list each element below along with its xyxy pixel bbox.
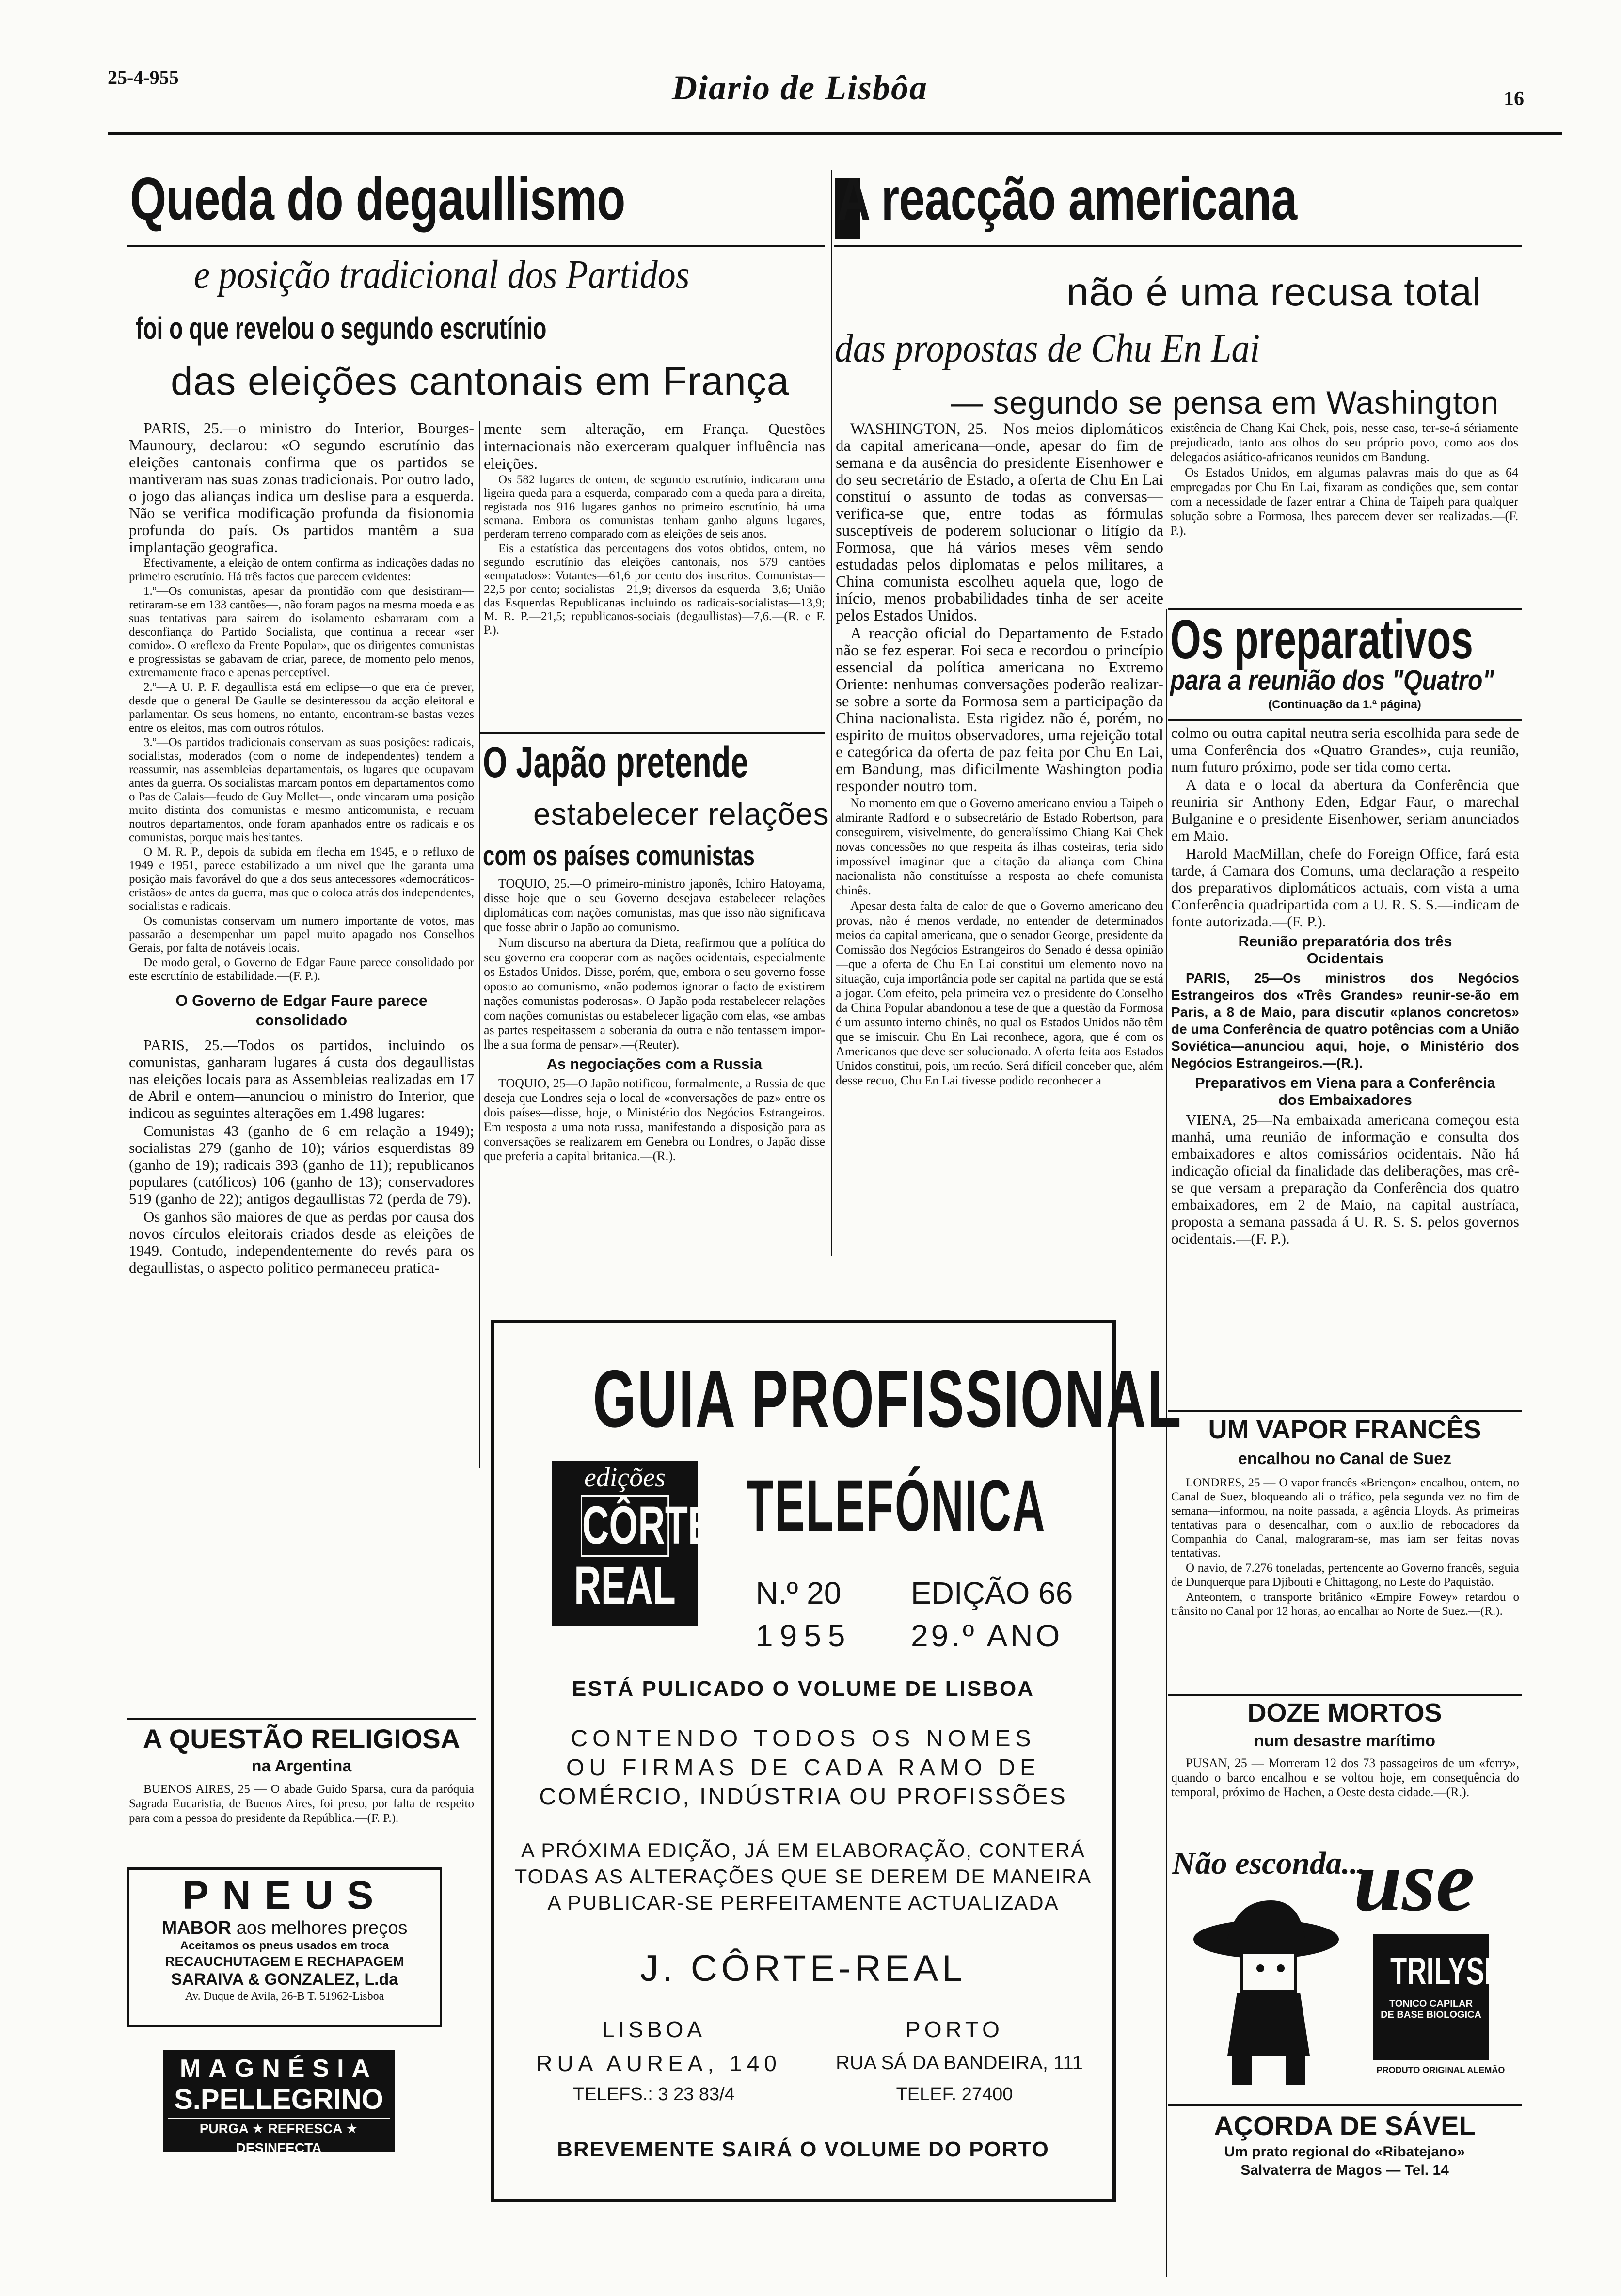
- logo-script: edições: [584, 1463, 666, 1493]
- article-paragraph: Harold MacMillan, chefe do Foreign Office, fará esta tarde, á Camara dos Comuns, uma declaração a respeito dos preparativos diplomáticos actuais, com vista a uma Conferência quadripartida com a U. R. S. S.—indicam de fonte autorizada.—(F. P.).: [1171, 845, 1519, 930]
- religiosa-text: [129, 1782, 474, 1850]
- continuation-note: (Continuação da 1.ª página): [1268, 698, 1421, 711]
- guia-lisboa-address: RUA AUREA, 140: [536, 2051, 781, 2076]
- magnesia-ad: [163, 2050, 395, 2155]
- guia-contendo: OU FIRMAS DE CADA RAMO DE: [566, 1755, 1041, 1781]
- pneus-line: [129, 1917, 440, 1939]
- article-paragraph: O navio, de 7.276 toneladas, pertencente ao Governo francês, seguia de Dunquerque para Djibouti e Chittagong, no Leste do Paquistão.: [1171, 1562, 1519, 1589]
- article-paragraph: VIENA, 25—Na embaixada americana começou esta manhã, uma reunião de informação e consulta dos embaixadores e altos comissários ocidentais. Não há indicação oficial da finalidade das deliberações, mas crê-se que versam a preparação da Conferência dos quatro embaixadores, em 2 de Maio, na capital austríaca, proposta a semana passada á U. R. S. S. pelos governos ocidentais.—(F. P.).: [1171, 1111, 1519, 1247]
- section-rule: [1168, 719, 1522, 721]
- article-paragraph: Efectivamente, a eleição de ontem confirma as indicações dadas no primeiro escrutínio. Há três factos que parecem evidentes:: [129, 557, 474, 583]
- guia-title: GUIA PROFISSIONAL: [593, 1353, 1183, 1444]
- religiosa-subhead: na Argentina: [251, 1757, 352, 1775]
- japao-text: [484, 877, 825, 1260]
- savel-title: AÇORDA DE SÁVEL: [1214, 2110, 1476, 2141]
- headline-rule: [834, 245, 1522, 247]
- article-paragraph: BUENOS AIRES, 25 — O abade Guido Sparsa, cura da paróquia Sagrada Eucaristia, de Buenos Aires, foi preso, por falta de respeito para com a pessoa do presidente da República.—(F. P.).: [129, 1783, 474, 1825]
- vapor-headline: UM VAPOR FRANCÊS: [1208, 1415, 1481, 1444]
- magnesia-line: PURGA ★ REFRESCA ★ DESINFECTA: [168, 2118, 390, 2158]
- trilysin-tagline: DE BASE BIOLOGICA: [1381, 2009, 1481, 2020]
- article-paragraph: 2.º—A U. P. F. degaullista está em eclipse—o que era de prever, desde que o general De Gaulle se desinteressou da acção eleitoral e parlamentar. Os seus homens, no entanto, encontram-se bastas vezes entre os eleitos, mas com outros rótulos.: [129, 681, 474, 734]
- pneus-title: PNEUS: [182, 1873, 387, 1917]
- section-rule: [1168, 1694, 1522, 1696]
- article-paragraph: Comunistas 43 (ganho de 6 em relação a 1949); socialistas 279 (ganho de 10); vários esquerdistas 89 (ganho de 19); radicais 393 (ganho de 11); republicanos populares (católicos) 106 (ganho de 13); conservadores 519 (ganho de 22); antigos degaullistas 72 (perda de 79).: [129, 1122, 474, 1207]
- mortos-text: [1171, 1756, 1519, 1829]
- masthead-rule: [108, 132, 1562, 135]
- reaccao-subhead-italic: das propostas de Chu En Lai: [835, 326, 1260, 371]
- article-paragraph: PUSAN, 25 — Morreram 12 dos 73 passageiros de um «ferry», quando o barco encalhou e se voltou hoje, em consequência do temporal, próximo de Hachen, a Oeste desta cidade.—(R.).: [1171, 1756, 1519, 1799]
- vapor-subhead: encalhou no Canal de Suez: [1238, 1450, 1452, 1468]
- preparativos-text: [1171, 724, 1519, 1406]
- guia-proxima: A PRÓXIMA EDIÇÃO, JÁ EM ELABORAÇÃO, CONTERÁ: [521, 1839, 1086, 1862]
- degaullismo-headline: Queda do degaullismo: [130, 166, 625, 233]
- article-paragraph: WASHINGTON, 25.—Nos meios diplomáticos da capital americana—onde, apesar do fim de semana e da ausência do presidente Eisenhower e do seu secretário de Estado, a oferta de Chu En Lai constituí o assunto de todas as conversas—verifica-se que, entre todas as fórmulas susceptíveis de poderem solucionar o litígio da Formosa, que há vários meses vêm sendo estudadas pelos diplomatas e pelos militares, a China comunista escolheu aquela que, logo de início, menos probabilidades tinha de ser aceite pelos Estados Unidos.: [836, 421, 1163, 624]
- religiosa-headline: A QUESTÃO RELIGIOSA: [143, 1723, 461, 1754]
- article-paragraph: A data e o local da abertura da Conferência que reuniria sir Anthony Eden, Edgar Faur, o marechal Bulganine e o presidente Eisenhower, seriam anunciados em Maio.: [1171, 776, 1519, 844]
- article-paragraph: Os 582 lugares de ontem, de segundo escrutínio, indicaram uma ligeira queda para a esquerda, comparado com a queda para a direita, registada nos 916 lugares ganhos no primeiro escrutínio, há uma semana. Embora os comunistas tenham ganho alguns lugares, perderam terreno comparado com as eleições de seis anos.: [484, 473, 825, 541]
- pneus-line: SARAIVA & GONZALEZ, L.da: [171, 1970, 398, 1989]
- section-rule: [127, 1718, 476, 1720]
- trilysin-tagline: TONICO CAPILAR: [1389, 1998, 1473, 2009]
- article-paragraph: Anteontem, o transporte britânico «Empire Fowey» retardou o trânsito no Canal por 12 horas, ao encalhar ao Norte de Suez.—(R.).: [1171, 1591, 1519, 1618]
- article-paragraph: No momento em que o Governo americano enviou a Taipeh o almirante Radford e o subsecretário de Estado Robertson, para conseguirem, visivelmente, do generalíssimo Chiang Kai Chek novas concessões no que respeita ás ilhas costeiras, teria sido impossível imaginar que a citação da aliança com China nacionalista não constituísse a resposta ao chefe comunista chinês.: [836, 796, 1163, 897]
- article-paragraph: PARIS, 25—Os ministros dos Negócios Estrangeiros dos «Três Grandes» reunir-se-ão em Paris, a 8 de Maio, para discutir «planos concretos» de uma Conferência de quatro potências com a União Soviética—anunciou aqui, hoje, o Ministério dos Negócios Estrangeiros.—(R.).: [1171, 971, 1519, 1070]
- reaccao-column-2: [1170, 421, 1518, 605]
- article-paragraph: De modo geral, o Governo de Edgar Faure parece consolidado por este escrutínio de estabilidade.—(F. P.).: [129, 956, 474, 983]
- corte-real-logo: [552, 1461, 713, 1626]
- magnesia-line: MAGNÉSIA: [179, 2055, 378, 2083]
- vapor-text: [1171, 1476, 1519, 1690]
- pneus-ad: [127, 1867, 442, 2027]
- article-paragraph: existência de Chang Kai Chek, pois, nesse caso, ter-se-á sériamente prejudicado, tanto aos olhos do seu próprio povo, como aos dos delegados asiático-africanos reunidos em Bandung.: [1170, 421, 1518, 464]
- section-rule: [1168, 2104, 1522, 2106]
- article-paragraph: LONDRES, 25 — O vapor francês «Briençon» encalhou, ontem, no Canal de Suez, bloqueando ali o tráfico, pela segunda vez no fim de semana—informou, na noite passada, a agência Lloyds. As primeiras tentativas para o desencalhar, com o auxilio de rebocadores da Companhia do Canal, malograram-se, mas iam ser feitas novas tentativas.: [1171, 1476, 1519, 1560]
- article-paragraph: PARIS, 25.—Todos os partidos, incluindo os comunistas, ganharam lugares á custa dos degaullistas nas eleições locais para as Assembleias realizadas em 17 de Abril e ontem—anunciou o ministro do Interior, que indicou as seguintes alterações em 1.498 lugares:: [129, 1036, 474, 1121]
- page-number: 16: [1504, 88, 1524, 110]
- headline-rule: [127, 245, 825, 247]
- japao-subhead: estabelecer relações: [533, 797, 829, 831]
- logo-text: REAL: [574, 1556, 676, 1615]
- logo-text: CÔRTE: [581, 1495, 669, 1557]
- guia-porto: PORTO: [906, 2017, 1003, 2042]
- hat-figure-illustration: [1189, 1896, 1349, 2089]
- trilysin-script: Não esconda...: [1172, 1846, 1366, 1881]
- preparativos-headline: Os preparativos: [1170, 609, 1473, 670]
- guia-proxima: A PUBLICAR-SE PERFEITAMENTE ACTUALIZADA: [547, 1891, 1059, 1914]
- preparativos-subhead: para a reunião dos "Quatro": [1170, 665, 1494, 696]
- russia-subhead: As negociações com a Russia: [546, 1055, 763, 1072]
- guia-contendo: CONTENDO TODOS OS NOMES: [571, 1726, 1036, 1752]
- article-paragraph: A reacção oficial do Departamento de Estado não se fez esperar. Foi seca e recordou o princípio essencial da política americana no Extremo Oriente: nenhumas conversações poderão realizar-se sobre a sorte da Formosa sem a participação da China nacionalista. Esta rigidez não é, porém, no espirito de muitos observadores, uma rejeição total e categórica da oferta de paz feita por Chu En Lai, em Bandung, mas dificilmente Washington podia responder noutro tom.: [836, 625, 1163, 795]
- article-paragraph: PARIS, 25.—o ministro do Interior, Bourges-Maunoury, declarou: «O segundo escrutínio das eleições cantonais confirma que os partidos se mantiveram nas suas zonas tradicionais. Por outro lado, o jogo das alianças indica um deslise para a esquerda. Não se verifica modificação profunda da fisionomia profunda do país. Os partidos mantêm a sua implantação geografica.: [129, 420, 474, 556]
- guia-edicao: EDIÇÃO 66: [911, 1576, 1073, 1610]
- section-rule: [480, 732, 825, 734]
- savel-line: Salvaterra de Magos — Tel. 14: [1240, 2162, 1449, 2178]
- article-paragraph: colmo ou outra capital neutra seria escolhida para sede de uma Conferência dos «Quatro Grandes», cuja reunião, num futuro próximo, pode ser tida como certa.: [1171, 724, 1519, 775]
- article-paragraph: TOQUIO, 25.—O primeiro-ministro japonês, Ichiro Hatoyama, disse hoje que o seu Governo desejava estabelecer relações diplomáticas com nações comunistas, mas que isso não significava que fosse abrir o Japão ao comunismo.: [484, 877, 825, 934]
- pneus-line: Aceitamos os pneus usados em troca: [180, 1939, 389, 1952]
- degaullismo-subhead-thin: das eleições cantonais em França: [171, 359, 790, 403]
- guia-empresa: J. CÔRTE-REAL: [640, 1948, 967, 1989]
- trilysin-origin: PRODUTO ORIGINAL ALEMÃO: [1376, 2065, 1505, 2075]
- column-rule: [479, 421, 480, 1468]
- article-paragraph: Eis a estatística das percentagens dos votos obtidos, ontem, no segundo escrutínio das eleições cantonais, nos 579 cantões «empatados»: Votantes—61,6 por cento dos inscritos. Comunistas—22,5 por cento; socialistas—21,9; diversos da esquerda—3,6; União das Esquerdas Republicanas incluindo os radicais-socialistas—13,9; M. R. P.—21,5; republicanos-sociais (degaullistas)—7,6.—(R. e F. P.).: [484, 542, 825, 637]
- preparativos-subsection-heading: Preparativos em Viena para a Conferência dos Embaixadores: [1195, 1074, 1495, 1108]
- japao-headline: O Japão pretende: [483, 738, 748, 787]
- magnesia-line: S.PELLEGRINO: [174, 2084, 383, 2115]
- trilysin-use: use: [1353, 1833, 1475, 1929]
- reaccao-subhead: não é uma recusa total: [1066, 270, 1482, 314]
- column-rule: [831, 170, 832, 1256]
- article-paragraph: Os ganhos são maiores de que as perdas por causa dos novos círculos eleitorais criados desde as eleições de 1949. Contudo, independentemente do revés para os degaullistas, o aspecto politico permaneceu pratica-: [129, 1208, 474, 1276]
- article-paragraph: Apesar desta falta de calor de que o Governo americano deu provas, não é menos verdade, no entender de determinados meios da capital americana, que o senador George, presidente da Comissão dos Negócios Estrangeiros do Senado é dessa opinião—que a oferta de Chu En Lai constitui um elemento novo na situação, cuja importância pode ser capital na partida que se está a jogar. Com efeito, pela primeira vez o presidente do Conselho da China Popular abandonou a tese de que a questão da Formosa é um assunto interno chinês, no qual os Estados Unidos não têm que se imiscuir. Chu En Lai reconhece, agora, que é com os Americanos que deve ser solucionado. A oferta feita aos Estados Unidos constitui, pois, um recúo. Será difícil conceber que, além desse recuo, Chu En Lai tivesse podido reconhecer a: [836, 899, 1163, 1087]
- article-paragraph: mente sem alteração, em França. Questões internacionais não exerceram qualquer influência nas eleições.: [484, 420, 825, 472]
- article-paragraph: Os comunistas conservam um numero importante de votos, mas passarão a desempenhar um papel muito apagado nos Conselhos Gerais, por falta de notáveis locais.: [129, 914, 474, 955]
- article-paragraph: 1.º—Os comunistas, apesar da prontidão com que desistiram—retiraram-se em 133 cantões—, não foram pagos na mesma moeda e as suas tentativas para sairem do isolamento esbarraram com a desconfiança do Partido Socialista, que continua a recear «ser comido». O «reflexo da Frente Popular», que os dirigentes comunistas e progressistas se gabavam de criar, parece, de momento pelo menos, extremamente fraco e apenas perceptível.: [129, 585, 474, 679]
- guia-ano-num: 1955: [756, 1618, 852, 1653]
- guia-porto-address: RUA SÁ DA BANDEIRA, 111: [836, 2052, 1083, 2073]
- pneus-line: Av. Duque de Avila, 26-B T. 51962-Lisboa: [185, 1990, 384, 2003]
- guia-ano: 29.º ANO: [911, 1618, 1063, 1653]
- trilysin-brand: TRILYSIN: [1390, 1949, 1511, 1993]
- trilysin-ad: [1169, 1833, 1521, 2099]
- guia-ad: [491, 1320, 1183, 2202]
- edition-date: 25-4-955: [108, 66, 179, 88]
- japao-subhead-bold: com os países comunistas: [483, 840, 755, 872]
- savel-line: Um prato regional do «Ribatejano»: [1224, 2144, 1465, 2160]
- article-paragraph: 3.º—Os partidos tradicionais conservam as suas posições: radicais, socialistas, moderados (com o nome de independentes) tendem a reassumir, nas assembleias departamentais, os lugares que ocupavam antes da guerra. Os socialistas marcam pontos em departamentos como o Pas de Calais—feudo de Guy Mollet—, onde vincaram uma posição muito distinta dos comunistas e mesmo anticomunista, e recuam noutros departamentos, onde foram apanhados entre os radicais e os comunistas, porque mais hesitantes.: [129, 736, 474, 844]
- pneus-tagline: aos melhores preços: [236, 1918, 408, 1938]
- guia-porto-phone: TELEF. 27400: [896, 2084, 1013, 2105]
- guia-lisboa-phone: TELEFS.: 3 23 83/4: [573, 2084, 735, 2105]
- guia-proxima: TODAS AS ALTERAÇÕES QUE SE DEREM DE MANEIRA: [514, 1865, 1092, 1888]
- section-rule: [1168, 1410, 1522, 1412]
- guia-title-2: TELEFÓNICA: [746, 1465, 1046, 1546]
- degaullismo-subhead: e posição tradicional dos Partidos: [194, 252, 690, 297]
- pneus-line: RECAUCHUTAGEM E RECHAPAGEM: [165, 1954, 404, 1969]
- pneus-brand: MABOR: [161, 1918, 232, 1938]
- degaullismo-subhead-bold: foi o que revelou o segundo escrutínio: [136, 311, 547, 346]
- trilysin-bottle: [1373, 1934, 1511, 2060]
- article-paragraph: TOQUIO, 25—O Japão notificou, formalmente, a Russia de que deseja que Londres seja o local de «conversações de paz» entre os dois países—disse, hoje, o Ministério dos Negócios Estrangeiros. Em resposta a uma nota russa, manifestando a disposição para as conversações se realizarem em Genebra ou Londres, o Japão disse que preferia a capital britanica.—(R.).: [484, 1076, 825, 1163]
- guia-brevemente: BREVEMENTE SAIRÁ O VOLUME DO PORTO: [557, 2137, 1049, 2161]
- mortos-headline: DOZE MORTOS: [1247, 1698, 1442, 1727]
- guia-contendo: COMÉRCIO, INDÚSTRIA OU PROFISSÕES: [539, 1784, 1067, 1810]
- article-paragraph: Num discurso na abertura da Dieta, reafirmou que a política do seu governo era cooperar com as nações ocidentais, especialmente os Estados Unidos. Disse, porém, que, embora o seu governo fosse oposto ao comunismo, «não podemos ignorar o facto de existirem nações comunistas poderosas». O Japão poda restabelecer relações com nações comunistas ou estabelecer ligação com elas, «se ambas as partes respeitassem a soberania da outra e não tentassem impor-lhe a sua forma de pensar».—(Reuter).: [484, 936, 825, 1052]
- mortos-subhead: num desastre marítimo: [1254, 1732, 1436, 1750]
- guia-publicado: ESTÁ PULICADO O VOLUME DE LISBOA: [572, 1677, 1035, 1701]
- guia-numero: N.º 20: [756, 1576, 842, 1610]
- reaccao-column-1: [836, 421, 1163, 1284]
- preparativos-subsection-heading: Reunião preparatória dos três Ocidentais: [1238, 933, 1452, 967]
- reaccao-headline: A reacção americana: [837, 166, 1297, 233]
- reaccao-subhead-source: — segundo se pensa em Washington: [951, 384, 1499, 420]
- masthead-title: Diario de Lisbôa: [672, 68, 928, 107]
- faure-subhead: O Governo de Edgar Faure parece consolidado: [175, 992, 428, 1029]
- article-paragraph: O M. R. P., depois da subida em flecha em 1945, e o refluxo de 1949 e 1951, parece estabilizado a um nível que lhe garanta uma posição mais favorável do que a dos seus antecessores «democráticos-cristãos» de antes da guerra, mas que o coloca atrás dos independentes, socialistas e radicais.: [129, 845, 474, 913]
- article-paragraph: Os Estados Unidos, em algumas palavras mais do que as 64 empregadas por Chu En Lai, fixaram as condições que, sem contar com a necessidade de fazer entrar a China de Taipeh para qualquer solução sobre a Formosa, lhes parecem dever ser realizadas.—(F. P.).: [1170, 465, 1518, 538]
- degaullismo-column-1: [129, 420, 474, 1427]
- guia-lisboa: LISBOA: [602, 2017, 706, 2042]
- degaullismo-column-2: [484, 420, 825, 730]
